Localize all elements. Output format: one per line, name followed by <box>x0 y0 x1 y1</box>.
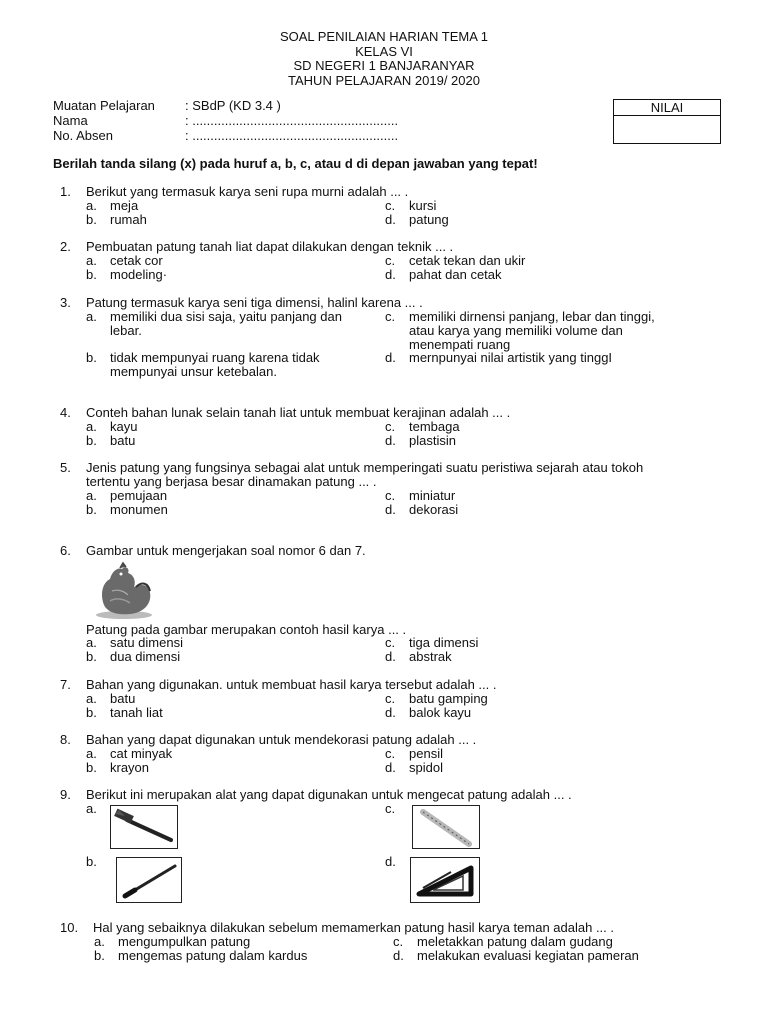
option-c-image[interactable] <box>412 805 480 849</box>
hammer-icon <box>111 806 177 848</box>
question-stem: Gambar untuk mengerjakan soal nomor 6 dan 7. <box>86 543 366 558</box>
score-box <box>613 99 721 144</box>
question-number: 3. <box>60 295 71 310</box>
question-number: 9. <box>60 787 71 802</box>
question-number: 6. <box>60 543 71 558</box>
absen-label: No. Absen <box>53 128 113 143</box>
question-number: 7. <box>60 677 71 692</box>
nama-label: Nama <box>53 113 88 128</box>
question-stem: Jenis patung yang fungsinya sebagai alat untuk memperingati suatu peristiwa sejarah atau tokoh <box>86 460 644 475</box>
question-stem: Patung termasuk karya seni tiga dimensi, halinl karena ... . <box>86 295 423 310</box>
nama-field[interactable]: : ......................................................... <box>185 113 399 128</box>
question-stem: Berikut yang termasuk karya seni rupa murni adalah ... . <box>86 184 409 199</box>
exam-header <box>0 30 768 88</box>
question-stem: Bahan yang dapat digunakan untuk mendekorasi patung adalah ... . <box>86 732 477 747</box>
option-a-image[interactable] <box>110 805 178 849</box>
question-number: 5. <box>60 460 71 475</box>
header-year: TAHUN PELAJARAN 2019/ 2020 <box>288 72 480 88</box>
header-title: SOAL PENILAIAN HARIAN TEMA 1 <box>279 29 489 44</box>
question-number: 1. <box>60 184 71 199</box>
question-stem: Bahan yang digunakan. untuk membuat hasil karya tersebut adalah ... . <box>86 677 497 692</box>
absen-field[interactable]: : ......................................................... <box>185 128 399 143</box>
header-class: KELAS VI <box>355 43 413 59</box>
set-square-icon <box>411 858 479 902</box>
question-stem: Berikut ini merupakan alat yang dapat digunakan untuk mengecat patung adalah ... . <box>86 787 572 802</box>
question-stem: Conteh bahan lunak selain tanah liat untuk membuat kerajinan adalah ... . <box>86 405 511 420</box>
question-number: 4. <box>60 405 71 420</box>
score-field[interactable] <box>614 116 720 144</box>
muatan-label: Muatan Pelajaran <box>53 98 155 113</box>
question-number: 2. <box>60 239 71 254</box>
question-number: 10. <box>60 920 79 935</box>
exam-sheet: SOAL PENILAIAN HARIAN TEMA 1 KELAS VI SD NEGERI 1 BANJARANYAR TAHUN PELAJARAN 2019/ 2020 Muatan Pelajaran : SBdP (KD 3.4 ) Nama : ......................................................... No. Absen : ......................................................... NILAI Berilah tanda silang (x) pada huruf a, b, c, atau d di depan jawaban yang tepat! 1. Berikut yang termasuk karya seni rupa murni adalah ... . a. meja b. rumah c. kursi d. patung 2. Pembuatan patung tanah liat dapat dilakukan dengan teknik ... . a. cetak cor b. modeling· c. cetak tekan dan ukir d. pahat dan cetak 3. Patung termasuk karya seni tiga dimensi, halinl karena ... . a. memiliki dua sisi saja, yaitu panjang dan lebar. b. tidak mempunyai ruang karena tidak mempunyai unsur ketebalan. c. memiliki dirnensi panjang, lebar dan tinggi, atau karya yang memiliki volume dan menempati ruang d. mernpunyai nilai artistik yang tinggI 4. Conteh bahan lunak selain tanah liat untuk membuat kerajinan adalah ... . a. kayu b. batu c. tembaga d. plastisin 5. Jenis patung yang fungsinya sebagai alat untuk memperingati suatu peristiwa sejarah atau tokoh tertentu yang berjasa besar dinamakan patung ... . a. pemujaan b. monumen c. miniatur d. dekorasi 6. Gambar untuk mengerjakan soal nomor 6 dan 7. Patung pada gambar merupakan contoh hasil karya ... . a. satu dimensi b. dua dimensi c. tiga dimensi d. abstrak 7. Bahan yang digunakan. untuk membuat hasil karya tersebut adalah ... . a. batu b. tanah liat c. batu gamping d. balok kayu 8. Bahan yang dapat digunakan untuk mendekorasi patung adalah ... . a. cat minyak b. krayon c. pensil d. spidol 9. Berikut ini merupakan alat yang dapat digunakan untuk mengecat patung adalah ... . a. b. c. d. 10. Hal yang sebaiknya dilakukan sebelum memamerkan patung hasil karya teman adalah ... . a. mengumpulkan patung b. mengemas patung dalam kardus c. meletakkan patung dalam gudang d. melakukan evaluasi kegiatan pameran <box>0 0 768 1024</box>
question-stem: Hal yang sebaiknya dilakukan sebelum memamerkan patung hasil karya teman adalah ... . <box>93 920 615 935</box>
question-stem: Pembuatan patung tanah liat dapat dilakukan dengan teknik ... . <box>86 239 454 254</box>
header-school: SD NEGERI 1 BANJARANYAR <box>293 58 475 73</box>
muatan-value: : SBdP (KD 3.4 ) <box>185 98 281 113</box>
instruction: Berilah tanda silang (x) pada huruf a, b, c, atau d di depan jawaban yang tepat! <box>53 156 538 171</box>
question-6-prompt: Patung pada gambar merupakan contoh hasil karya ... . <box>86 622 407 637</box>
ruler-icon <box>413 806 479 848</box>
question-stem-continued: tertentu yang berjasa besar dinamakan patung ... . <box>86 474 377 489</box>
option-b-image[interactable] <box>116 857 182 903</box>
question-number: 8. <box>60 732 71 747</box>
option-d-image[interactable] <box>410 857 480 903</box>
paintbrush-icon <box>117 858 181 902</box>
score-label: NILAI <box>614 100 720 116</box>
rooster-sculpture-icon <box>90 561 156 621</box>
